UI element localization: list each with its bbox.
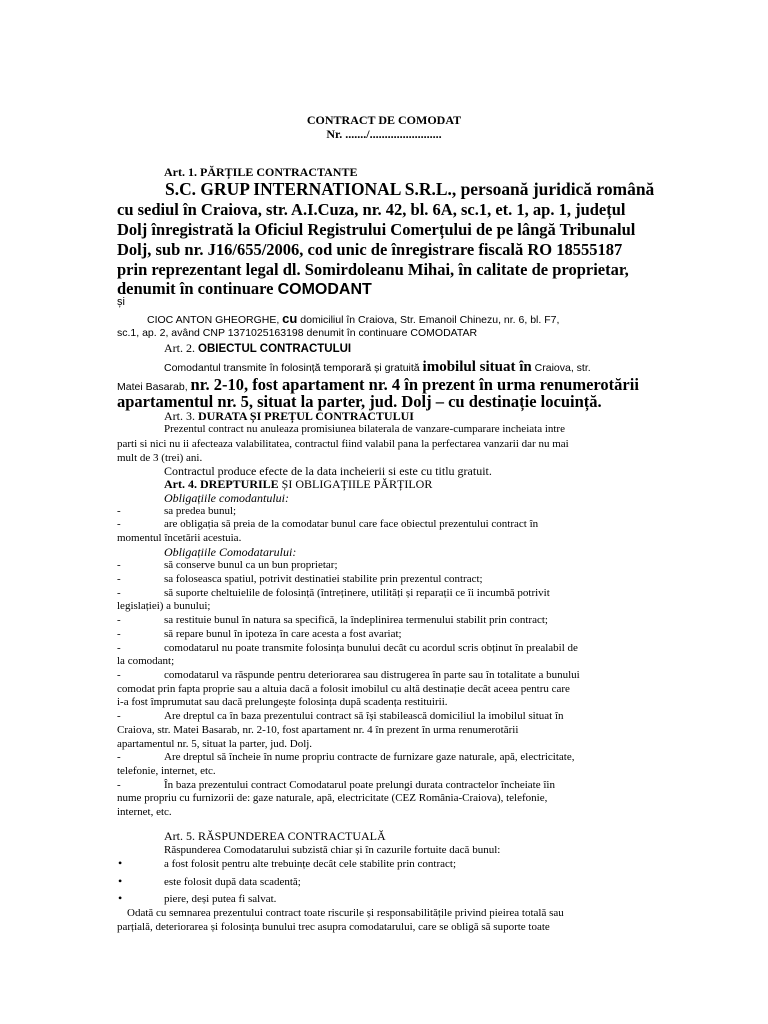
art1-line-2: cu sediul în Craiova, str. A.I.Cuza, nr. 42, bl. 6A, sc.1, et. 1, ap. 1, județul [117,200,626,219]
art1-line-4: Dolj, sub nr. J16/655/2006, cod unic de înregistrare fiscală RO 18555187 [117,240,623,259]
party2-name: CIOC ANTON GHEORGHE, [147,314,283,326]
comodatar-obligations-title: Obligațiile Comodatarului: [164,545,297,559]
comodatar-item-1: să conserve bunul ca un bun proprietar; [164,559,338,571]
comodatar-item-4: sa restituie bunul în natura sa specifică, la îndeplinirea termenului stabilit prin contract; [164,614,548,626]
dash: - [117,628,121,640]
art5-bullet-3: piere, deși putea fi salvat. [164,893,277,905]
art2-line-1-c: Craiova, str. [531,362,591,374]
art3-heading [164,409,414,424]
dash: - [117,587,121,599]
bullet: • [118,891,123,905]
art4-heading-b: ȘI OBLIGAȚIILE PĂRȚILOR [281,477,433,491]
art4-heading [164,477,432,492]
bullet: • [118,874,123,888]
party2-line-2: sc.1, ap. 2, având CNP 1371025163198 denumit în continuare COMODATAR [117,327,478,339]
art1-heading: Art. 1. PĂRȚILE CONTRACTANTE [164,165,358,179]
comodatar-item-8-cont-1: Craiova, str. Matei Basarab, nr. 2-10, fost apartament nr. 4 în prezent în urma renumerotării [117,724,519,736]
art3-p1-line-1: Prezentul contract nu anuleaza promisiunea bilaterala de vanzare-cumparare incheiata intre [164,423,565,435]
comodant-item-2-cont: momentul încetării acestuia. [117,532,242,544]
art2-heading-num: Art. 2. [164,341,198,355]
comodatar-item-10: În baza prezentului contract Comodatarul poate prelungi durata contractelor încheiate îin [164,779,555,791]
art5-heading: Art. 5. RĂSPUNDEREA CONTRACTUALĂ [164,829,386,843]
art1-line-6-prefix: denumit în continuare [117,279,278,298]
party2-cu: cu [282,311,298,326]
art5-closing-line-2: parțială, deteriorarea și folosința bunului trec asupra comodatarului, care se obligă să suporte toate [117,921,550,933]
comodatar-item-8: Are dreptul ca în baza prezentului contract să își stabilească domiciliul la imobilul situat în [164,710,564,722]
comodatar-item-8-cont-2: apartamentul nr. 5, situat la parter, jud. Dolj. [117,738,313,750]
art2-line-2-a: Matei Basarab, [117,381,191,393]
comodatar-item-7-cont-2: i-a fost împrumutat sau dacă prelungește folosința după scadența restituirii. [117,696,448,708]
comodatar-item-3: să suporte cheltuielile de folosință (întreținere, utilități și reparații ce îi incumbă potrivit [164,587,550,599]
dash: - [117,669,121,681]
dash: - [117,779,121,791]
art5-bullet-1: a fost folosit pentru alte trebuințe decât cele stabilite prin contract; [164,858,456,870]
art2-line-1-b: imobilul situat în [422,359,532,375]
dash: - [117,505,121,517]
dash: - [117,710,121,722]
dash: - [117,559,121,571]
comodatar-item-7: comodatarul va răspunde pentru deteriorarea sau distrugerea în parte sau în totalitate a bunului [164,669,580,681]
comodatar-item-2: sa foloseasca spatiul, potrivit destinatiei stabilite prin prezentul contract; [164,573,483,585]
contract-number: Nr. ......./........................ [326,127,442,141]
comodatar-item-6-cont: la comodant; [117,655,175,667]
party2-line-1 [147,311,559,326]
comodatar-item-10-cont-1: nume propriu cu furnizorii de: gaze naturale, apă, electricitate (CEZ România-Craiova), telefonie, [117,792,548,804]
party2-address: domiciliul în Craiova, Str. Emanoil Chinezu, nr. 6, bl. F7, [297,314,560,326]
art1-line-5: prin reprezentant legal dl. Somirdoleanu Mihai, în calitate de proprietar, [117,260,629,279]
dash: - [117,573,121,585]
art2-line-2-b: nr. 2-10, fost apartament nr. 4 în prezent în urma renumerotării [190,375,639,394]
art4-heading-a: Art. 4. DREPTURILE [164,477,282,491]
comodant-item-1: sa predea bunul; [164,505,237,517]
art2-line-1-a: Comodantul transmite în folosință temporară și gratuită [164,362,423,374]
art1-line-1: S.C. GRUP INTERNATIONAL S.R.L., persoană juridică română [165,179,655,199]
art2-heading-title: OBIECTUL CONTRACTULUI [198,343,352,355]
art3-p1-line-3: mult de 3 (trei) ani. [117,452,203,464]
comodatar-item-7-cont-1: comodat prin fapta proprie sau a altuia dacă a folosit imobilul cu altă destinație decât aceea pentru care [117,683,570,695]
comodatar-item-9-cont: telefonie, internet, etc. [117,765,216,777]
comodant-obligations-title: Obligațiile comodantului: [164,491,289,505]
comodant-label: COMODANT [277,281,372,298]
art2-line-3: apartamentul nr. 5, situat la parter, jud. Dolj – cu destinație locuință. [117,392,602,411]
document-title: CONTRACT DE COMODAT [306,113,462,127]
comodatar-item-9: Are dreptul să încheie în nume propriu contracte de furnizare gaze naturale, apă, electricitate, [164,751,575,763]
art1-line-6 [117,279,372,299]
comodatar-item-5: să repare bunul în ipoteza în care acesta a fost avariat; [164,628,402,640]
art2-heading [164,341,351,356]
conjunction-si: și [117,296,125,308]
dash: - [117,518,121,530]
art1-line-3: Dolj înregistrată la Oficiul Registrului Comerțului de pe lângă Tribunalul [117,220,636,239]
art5-intro: Răspunderea Comodatarului subzistă chiar și în cazurile fortuite dacă bunul: [164,844,501,856]
art5-bullet-2: este folosit după data scadentă; [164,876,301,888]
dash: - [117,751,121,763]
art5-closing-line-1: Odată cu semnarea prezentului contract toate riscurile și responsabilitățile privind pieirea totală sau [127,907,564,919]
comodatar-item-6: comodatarul nu poate transmite folosința bunului decât cu acordul scris obținut în prealabil de [164,642,578,654]
art2-line-1 [164,359,591,376]
art3-heading-num: Art. 3. [164,409,198,423]
comodatar-item-3-cont: legislației) a bunului; [117,600,211,612]
comodatar-item-10-cont-2: internet, etc. [117,806,172,818]
art3-p2: Contractul produce efecte de la data incheierii si este cu titlu gratuit. [164,464,492,478]
dash: - [117,642,121,654]
comodant-item-2: are obligația să preia de la comodatar bunul care face obiectul prezentului contract în [164,518,539,530]
dash: - [117,614,121,626]
art3-p1-line-2: parti si nici nu ii afecteaza valabilitatea, contractul fiind valabil pana la perfectarea vanzarii dar nu mai [117,438,569,450]
bullet: • [118,856,123,870]
art3-heading-title: DURATA ȘI PREȚUL CONTRACTULUI [198,409,414,423]
